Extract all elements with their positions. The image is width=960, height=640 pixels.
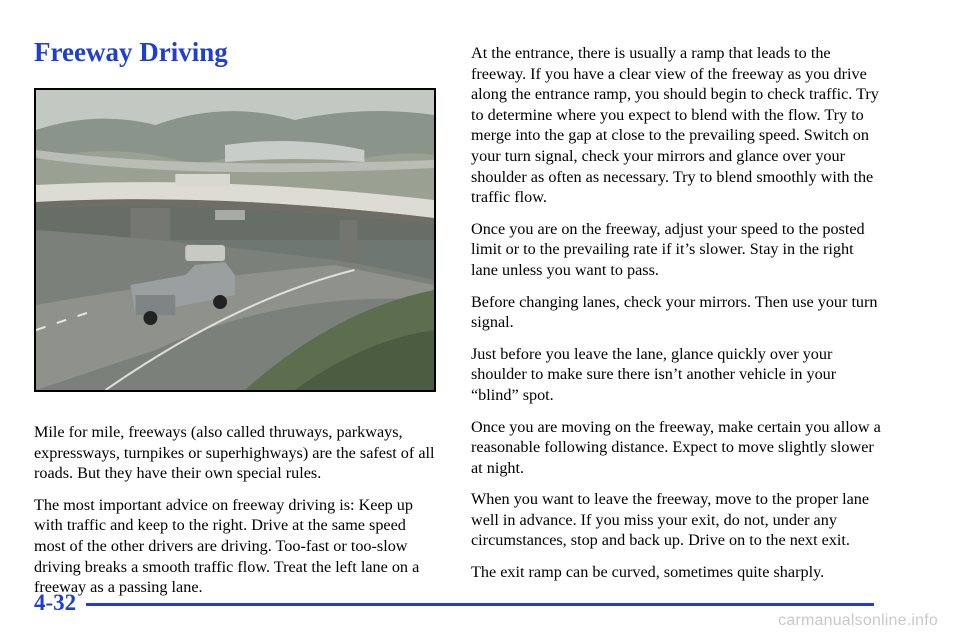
page-number: 4-32 <box>34 590 77 615</box>
paragraph: Once you are moving on the freeway, make certain you allow a reasonable following distance. Expect to move slightly slower at night. <box>471 417 881 477</box>
freeway-photo <box>34 88 436 392</box>
paragraph: Mile for mile, freeways (also called thruways, parkways, expressways, turnpikes or superhighways) are the safest of all roads. But they have their own special rules. <box>34 423 435 483</box>
right-column <box>471 43 881 594</box>
freeway-photo-icon <box>36 90 434 390</box>
paragraph: Just before you leave the lane, glance quickly over your shoulder to make sure there isn’t another vehicle in your “blind” spot. <box>471 344 837 404</box>
left-column <box>34 422 440 609</box>
paragraph: The most important advice on freeway driving is: Keep up with traffic and keep to the right. Drive at the same speed most of the other drivers are driving. Too-fast or too-slow driving breaks a smooth traffic flow. Treat the left lane on a freeway as a passing lane. <box>34 495 420 597</box>
watermark: carmanualsonline.info <box>778 612 938 629</box>
paragraph: When you want to leave the freeway, move to the proper lane well in advance. If you miss your exit, do not, under any circumstances, stop and back up. Drive on to the next exit. <box>471 490 870 550</box>
paragraph: At the entrance, there is usually a ramp that leads to the freeway. If you have a clear view of the freeway as you drive along the entrance ramp, you should begin to check traffic. Try to determine where you expect to blend with the flow. Try to merge into the gap at close to the prevailing speed. Switch on your turn signal, check your mirrors and glance over your shoulder as often as necessary. Try to blend smoothly with the traffic flow. <box>471 44 879 207</box>
paragraph: The exit ramp can be curved, sometimes quite sharply. <box>471 563 825 582</box>
paragraph: Once you are on the freeway, adjust your speed to the posted limit or to the prevailing rate if it’s slower. Stay in the right lane unless you want to pass. <box>471 219 865 279</box>
page-title: Freeway Driving <box>34 37 228 67</box>
paragraph: Before changing lanes, check your mirrors. Then use your turn signal. <box>471 292 878 332</box>
footer-rule <box>86 603 874 606</box>
